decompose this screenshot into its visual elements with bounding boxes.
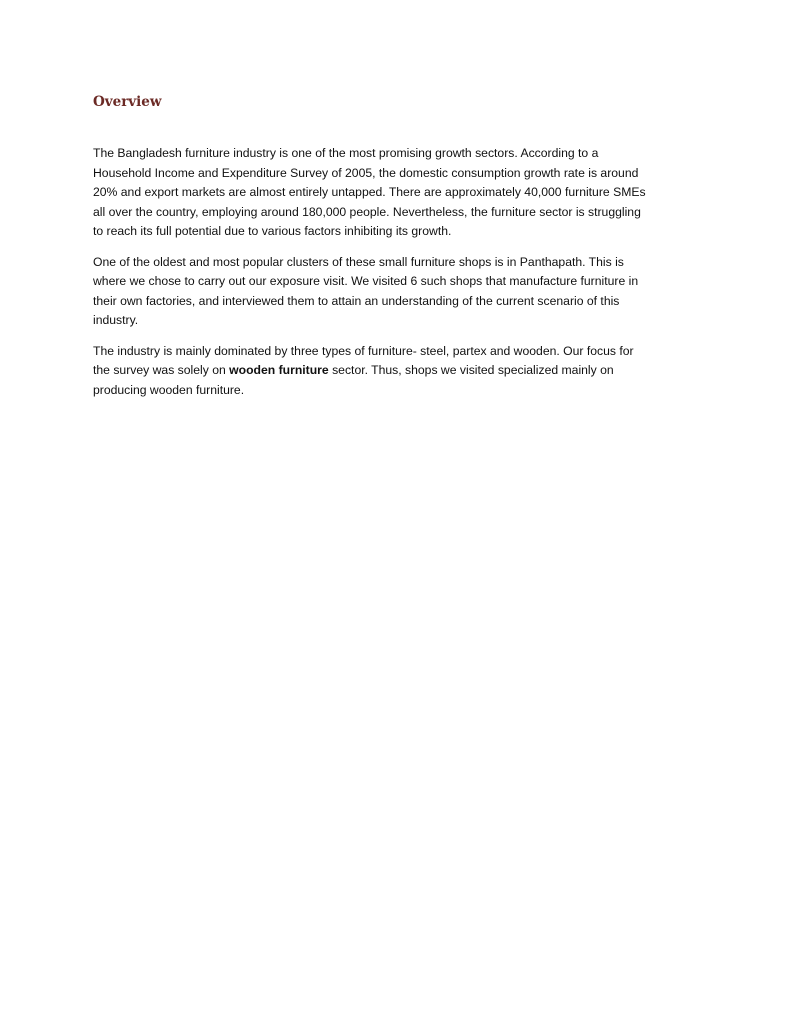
emphasis-wooden-furniture: wooden furniture — [229, 363, 329, 377]
paragraph-survey-focus — [93, 342, 693, 401]
text-line: their own factories, and interviewed them to attain an understanding of the current scenario of this — [93, 293, 620, 308]
text-line: where we chose to carry out our exposure visit. We visited 6 such shops that manufacture furniture in — [93, 274, 639, 288]
paragraph-panthapath-visit — [93, 253, 693, 331]
paragraph-industry-intro — [93, 144, 693, 242]
text-line: to reach its full potential due to various factors inhibiting its growth. — [93, 224, 452, 238]
text-line: producing wooden furniture. — [93, 382, 245, 397]
text-line — [93, 361, 693, 381]
text-line: all over the country, employing around 180,000 people. Nevertheless, the furniture sector is struggling — [93, 204, 641, 219]
text-segment: sector. Thus, shops we visited specialized mainly on — [328, 363, 614, 377]
text-line: The industry is mainly dominated by three types of furniture- steel, partex and wooden. Our focus for — [93, 343, 634, 358]
text-line: Household Income and Expenditure Survey of 2005, the domestic consumption growth rate is around — [93, 165, 639, 180]
text-line: industry. — [93, 313, 139, 327]
text-line: 20% and export markets are almost entirely untapped. There are approximately 40,000 furniture SMEs — [93, 185, 646, 199]
text-segment: the survey was solely on — [93, 363, 230, 377]
text-line: The Bangladesh furniture industry is one of the most promising growth sectors. According to a — [93, 146, 599, 160]
document-body — [93, 144, 693, 411]
section-heading-overview: Overview — [93, 94, 162, 110]
text-line: One of the oldest and most popular clusters of these small furniture shops is in Panthapath. This is — [93, 254, 624, 269]
